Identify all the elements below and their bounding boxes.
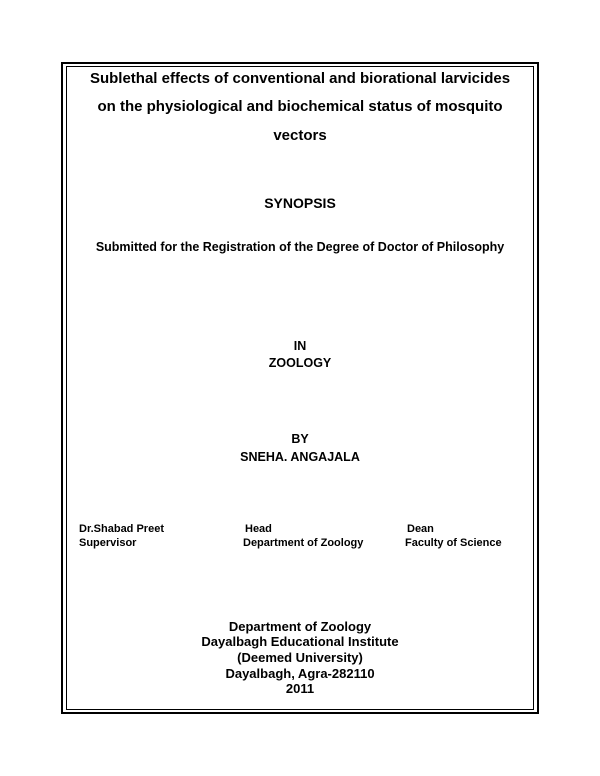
synopsis-heading: SYNOPSIS — [264, 195, 336, 211]
address-line-1: Department of Zoology — [228, 619, 372, 634]
dean-name: Dean — [407, 523, 434, 535]
submitted-line: Submitted for the Registration of the Degree of Doctor of Philosophy — [95, 240, 505, 254]
title-line-2: on the physiological and biochemical status of mosquito — [97, 98, 503, 115]
address-line-2: Dayalbagh Educational Institute — [201, 634, 399, 649]
address-line-3: (Deemed University) — [237, 650, 363, 665]
supervisor-role: Supervisor — [79, 537, 137, 549]
in-label: IN — [293, 339, 307, 353]
page-border-inner — [66, 66, 534, 710]
head-name: Head — [245, 523, 272, 535]
dean-role: Faculty of Science — [405, 537, 502, 549]
supervisor-name: Dr.Shabad Preet — [79, 523, 164, 535]
title-line-1: Sublethal effects of conventional and biorational larvicides — [89, 70, 511, 87]
head-role: Department of Zoology — [243, 537, 364, 549]
year: 2011 — [285, 681, 315, 696]
address-line-4: Dayalbagh, Agra-282110 — [225, 666, 375, 681]
author-name: SNEHA. ANGAJALA — [240, 450, 360, 464]
subject: ZOOLOGY — [268, 356, 332, 370]
by-label: BY — [291, 432, 309, 446]
title-line-3: vectors — [273, 127, 327, 144]
